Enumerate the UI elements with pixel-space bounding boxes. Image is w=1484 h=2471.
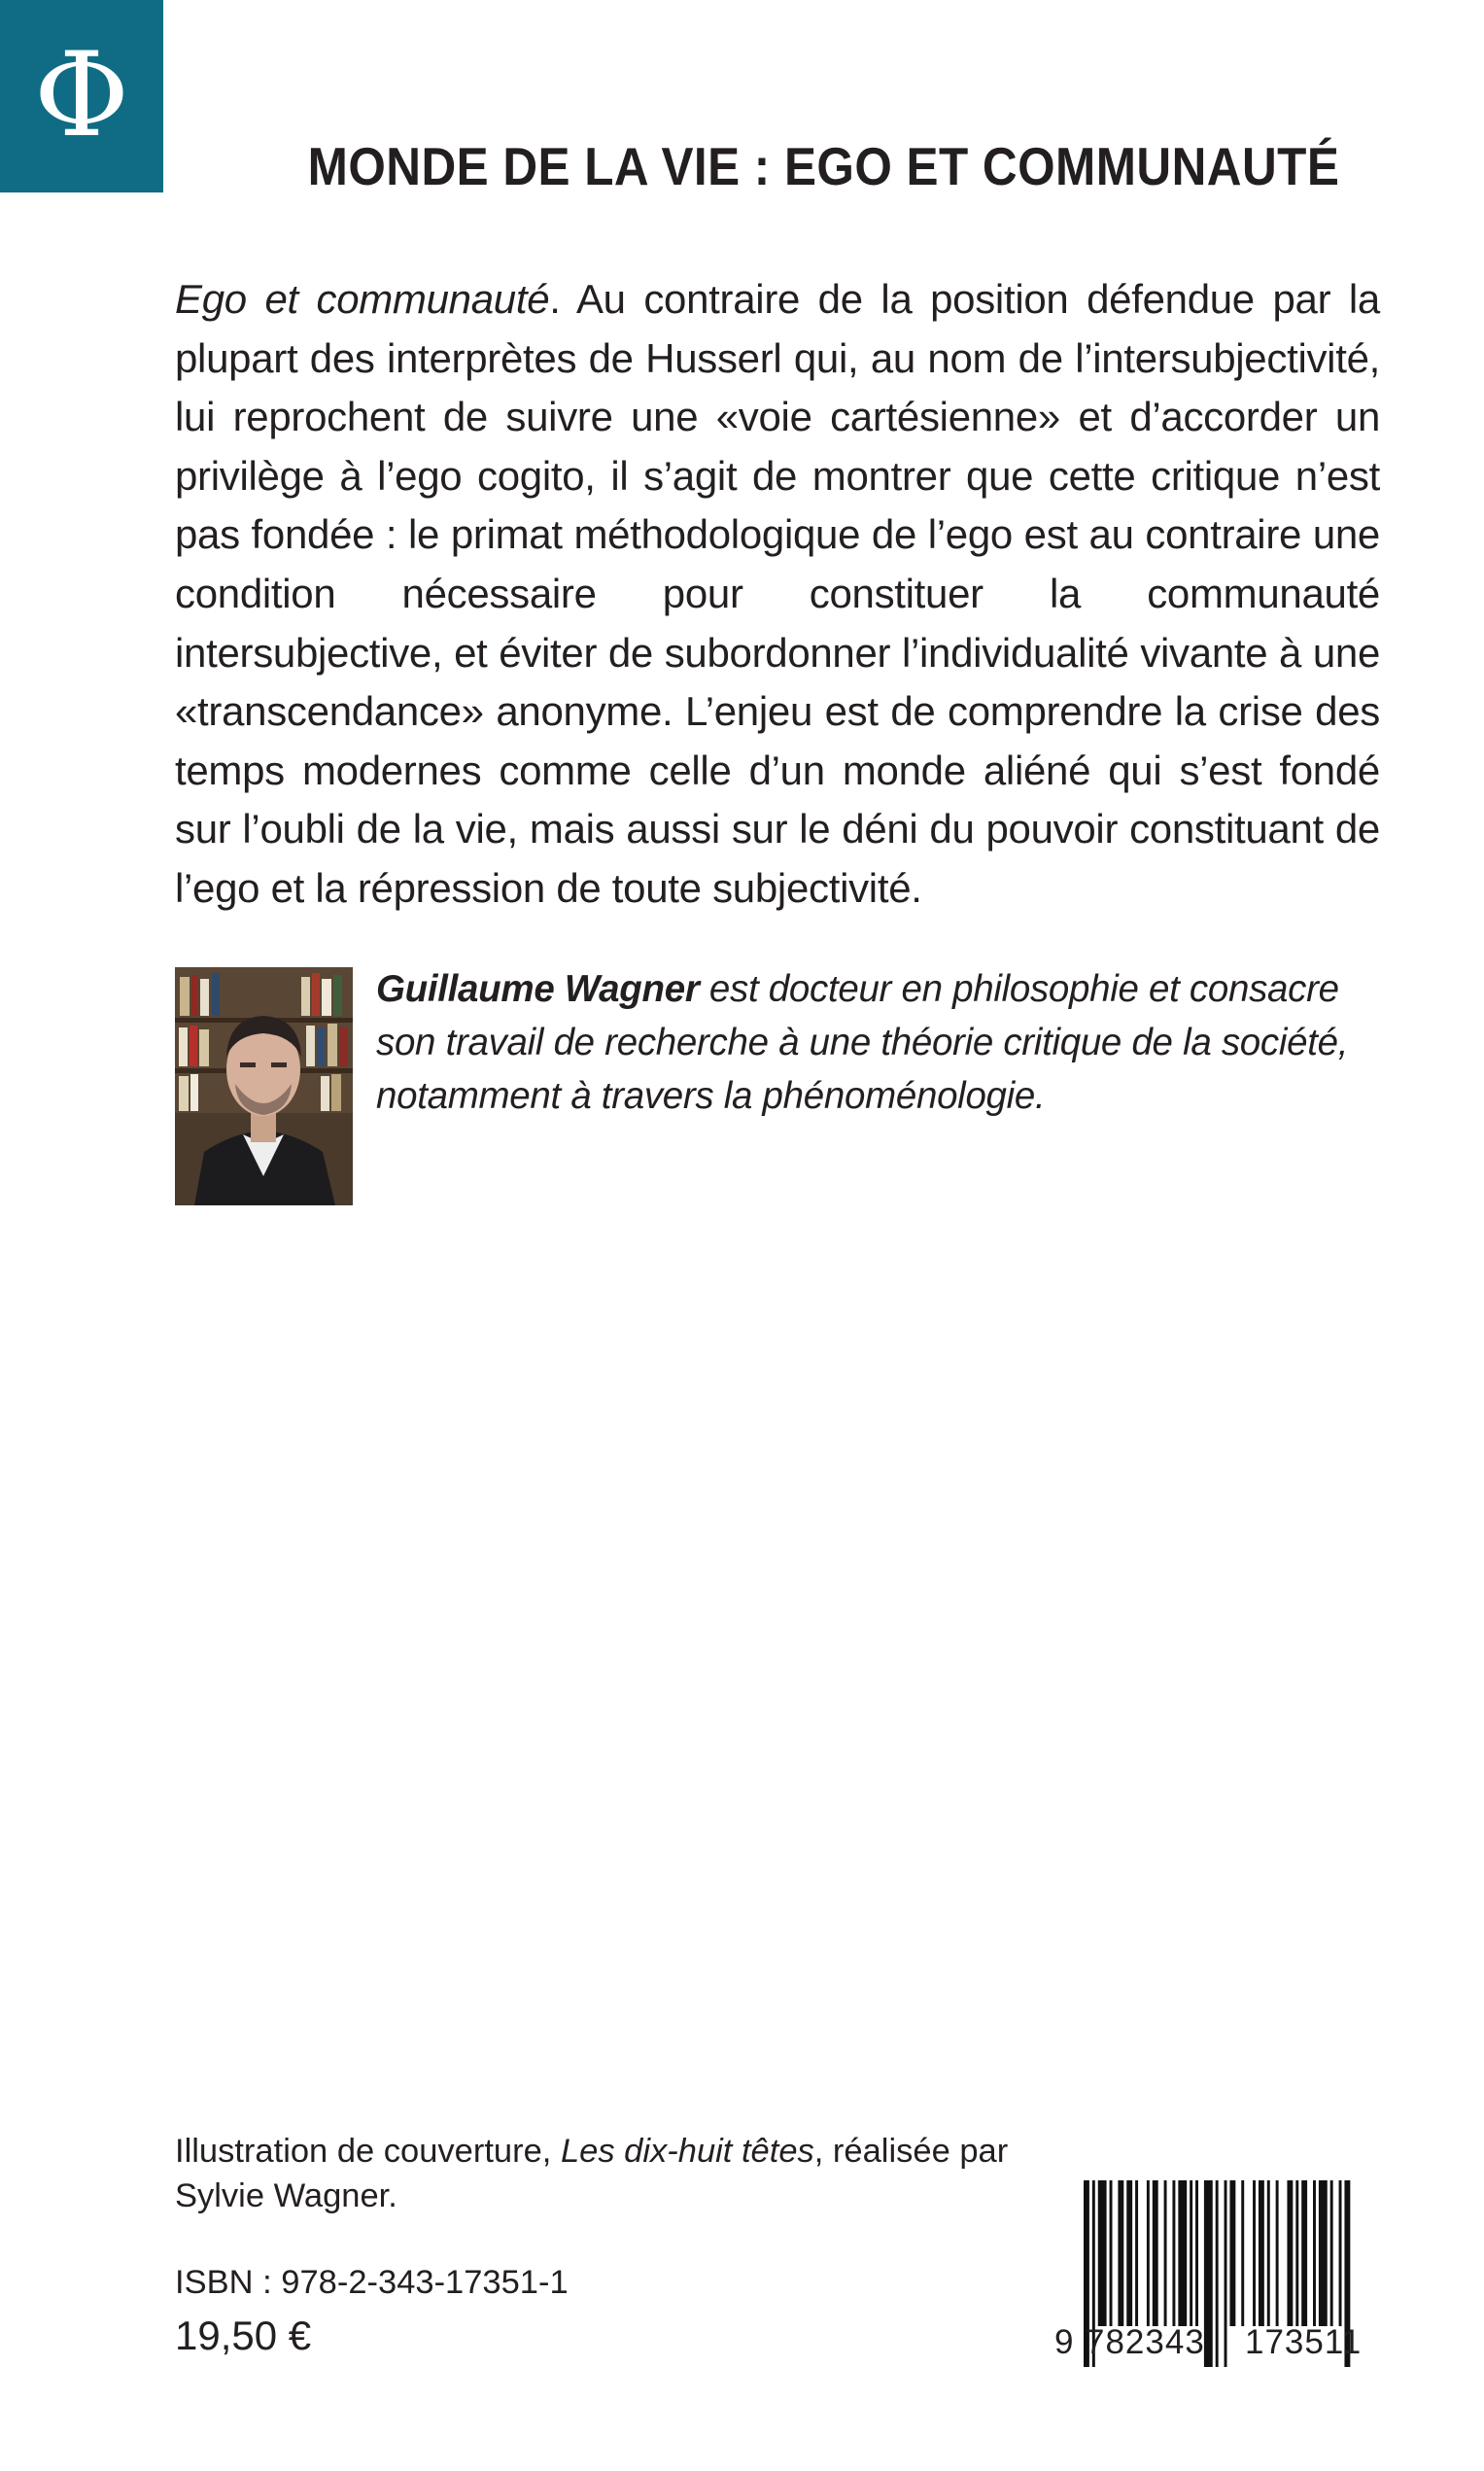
phi-logo-icon: Φ xyxy=(33,28,130,163)
barcode-digits xyxy=(1054,2323,1385,2362)
barcode-bar xyxy=(1164,2180,1167,2326)
barcode-bar xyxy=(1259,2180,1264,2326)
book-blurb xyxy=(175,270,1380,919)
barcode-bar xyxy=(1229,2180,1235,2326)
barcode-bar xyxy=(1118,2180,1123,2326)
isbn: ISBN : 978-2-343-17351-1 xyxy=(175,2264,569,2301)
price: 19,50 € xyxy=(175,2313,312,2358)
cover-credit xyxy=(175,2129,1050,2218)
barcode-bar xyxy=(1253,2180,1256,2326)
barcode-bar xyxy=(1287,2180,1293,2326)
barcode-bar xyxy=(1301,2180,1307,2326)
credit-prefix: Illustration de couverture, xyxy=(175,2133,561,2170)
author-name: Guillaume Wagner xyxy=(376,968,700,1010)
credit-artwork: Les dix-huit têtes xyxy=(560,2133,814,2170)
barcode-bar xyxy=(1172,2180,1175,2326)
barcode-bar xyxy=(1241,2180,1244,2326)
barcode-bar xyxy=(1267,2180,1270,2326)
barcode-bar xyxy=(1098,2180,1107,2326)
barcode-bar xyxy=(1190,2180,1192,2326)
author-bio-text: est docteur en philosophie et consacre son travail de recherche à une théorie critique de la société, notamment à travers la phénoménologie. xyxy=(376,968,1349,1117)
blurb-italic-lead: Ego et communauté xyxy=(175,276,550,322)
blurb-text: . Au contraire de la position défendue par la plupart des interprètes de Husserl qui, au nom de l’intersubjectivité, lui reprochent de suivre une «voie cartésienne» et d’accorder un privilège à l’ego cogito, il s’agit de montrer que cette critique n’est pas fondée : le primat méthodologique de l’ego est au contraire une condition nécessaire pour constituer la communauté intersubjective, et éviter de subordonner l’individualité vivante à une «transcendance» anonyme. L’enjeu est de comprendre la crise des temps modernes comme celle d’un monde aliéné qui s’est fondé sur l’oubli de la vie, mais aussi sur le déni du pouvoir constituant de l’ego et la répression de toute subjectivité. xyxy=(175,276,1380,911)
barcode-lead-digit: 9 xyxy=(1054,2323,1075,2361)
barcode-bar xyxy=(1319,2180,1328,2326)
barcode-bar xyxy=(1276,2180,1279,2326)
publisher-logo xyxy=(0,0,163,192)
author-bio xyxy=(376,962,1380,1123)
barcode-group-1: 782343 xyxy=(1086,2323,1205,2361)
barcode-bar xyxy=(1135,2180,1138,2326)
barcode-bar xyxy=(1126,2180,1132,2326)
credit-suffix: , réalisée par Sylvie Wagner. xyxy=(175,2133,1009,2214)
barcode-bar xyxy=(1339,2180,1342,2326)
book-title: MONDE DE LA VIE : EGO ET COMMUNAUTÉ xyxy=(307,136,1340,196)
author-photo xyxy=(175,967,353,1205)
barcode-bar xyxy=(1147,2180,1150,2326)
barcode-bar xyxy=(1330,2180,1333,2326)
barcode-bar xyxy=(1313,2180,1316,2326)
barcode-group-2: 173511 xyxy=(1245,2323,1363,2361)
barcode-bar xyxy=(1110,2180,1113,2326)
barcode-bar xyxy=(1178,2180,1187,2326)
author-portrait-icon xyxy=(175,967,353,1205)
barcode-bar xyxy=(1153,2180,1158,2326)
barcode-bar xyxy=(1195,2180,1198,2326)
barcode-bar xyxy=(1295,2180,1298,2326)
